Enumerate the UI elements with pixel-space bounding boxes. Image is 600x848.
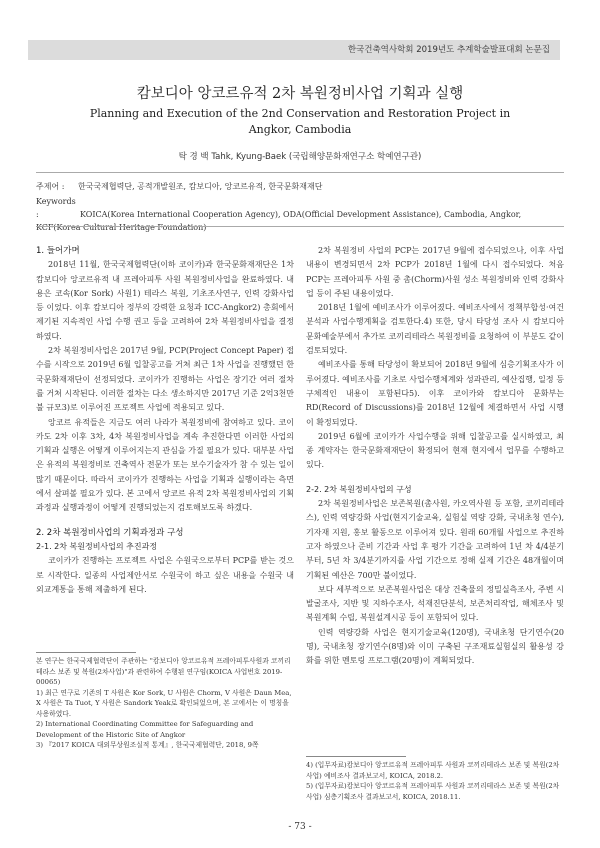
author-line: 탁 경 백 Tahk, Kyung-Baek (국립해양문화재연구소 학예연구관): [178, 152, 422, 162]
footnote: 5) (입무자료)캄보디아 앙코르유적 프레아피투 사원과 코끼리테라스 보존 및 복원(2차 사업) 심층기획조사 결과보고서, KOICA, 2018.11.: [306, 782, 560, 801]
subsection-2-1-heading: 2-1. 2차 복원정비사업의 추진과정: [36, 541, 158, 551]
left-column: [36, 244, 294, 597]
footnote: 본 연구는 한국국제협력단이 주관하는 "캄보디아 앙코르유적 프레아피투사원과 코끼리테라스 보존 및 복원(2차사업)"과 관련하여 수행된 연구임(KOICA 사업번호 2019-00065): [36, 657, 291, 686]
right-footnotes: [306, 760, 564, 802]
left-footnotes: [36, 656, 294, 751]
keywords-bottom-rule: [36, 226, 564, 227]
footnote: 3) 『2017 KOICA 대외무상원조실적 통계』, 한국국제협력단, 2018, 9쪽: [36, 741, 259, 749]
keywords-english-text: KOICA(Korea International Cooperation Agency), ODA(Official Development Assistance), Cambodia, Angkor, KCF(Korea Cultural Heritage Foundation): [36, 210, 522, 232]
paragraph: 2018년 11월, 한국국제협력단(이하 코이카)과 한국문화재재단은 1차 캄보디아 앙코르유적 내 프레아피투 사원 복원정비사업을 완료하였다. 내용은 코속(Kor Sork) 사원1) 테라스 복원, 기초조사연구, 인력 강화사업 등 이었다. 이후 캄보디아 정부의 강력한 요청과 ICC-Angkor2) 총회에서 제기된 지속적인 사업 수행 권고 등을 고려하여 2차 복원정비사업을 결정하였다.: [36, 260, 294, 341]
page-number: - 73 -: [288, 822, 312, 832]
keywords-korean-label: 주제어 :: [36, 182, 65, 191]
keywords-korean-text: 한국국제협력단, 공적개발원조, 캄보디아, 앙코르유적, 한국문화재재단: [78, 182, 323, 191]
paragraph: 코이카가 진행하는 프로젝트 사업은 수원국으로부터 PCP를 받는 것으로 시작한다. 일종의 사업제안서로 수원국이 하고 싶은 내용을 수원국 내 외교계통을 통해 제출하게 된다.: [36, 556, 294, 594]
right-column: [306, 244, 564, 669]
paragraph: 앙코르 유적들은 지금도 여러 나라가 복원정비에 참여하고 있다. 코이카도 2차 이후 3차, 4차 복원정비사업을 계속 추진한다면 이러한 사업의 기획과 실행은 어떻게 이루어지는지 관심을 가질 필요가 있다. 대부분 사업은 유적의 복원정비로 건축역사 전문가 또는 보수기술자가 참 수 있는 일이 많기 때문이다. 따라서 코이카가 진행하는 사업을 기획과 실행이라는 측면에서 살펴볼 필요가 있다. 본 고에서 앙코르 유적 2차 복원정비사업의 기획과정과 실행과정이 어떻게 진행되었는지 검토해보도록 하겠다.: [36, 417, 294, 513]
subsection-2-2-heading: 2-2. 2차 복원정비사업의 구성: [306, 484, 412, 494]
footnote: 4) (입무자료)캄보디아 앙코르유적 프레아피투 사원과 코끼리테라스 보존 및 복원(2차 사업) 예비조사 결과보고서, KOICA, 2018.2.: [306, 761, 560, 780]
paragraph: 예비조사를 통해 타당성이 확보되어 2018년 9월에 심층기획조사가 이루어졌다. 예비조사를 기초로 사업수행체계와 성과관리, 예산집행, 일정 등 구체적인 내용이 포함된다5). 이후 코이카와 캄보디아 문화부는 RD(Record of Discussions)를 2018년 12월에 체결하면서 사업 시행이 확정되었다.: [306, 360, 564, 427]
keywords-korean: [36, 180, 560, 193]
paragraph: 2019년 6월에 코이카가 사업수행을 위해 입찰공고를 실시하였고, 최종 계약자는 한국문화재재단이 확정되어 현재 현지에서 업무를 수행하고 있다.: [306, 431, 564, 470]
keywords-english-label: Keywords :: [36, 197, 76, 219]
paragraph: 인력 역량강화 사업은 현지기술교육(120명), 국내초청 단기연수(20명), 국내초청 장기연수(8명)와 이미 구축된 구조재료실험실의 활용성 강화를 위한 멘토링 프로그램(20명)이 계획되었다.: [306, 627, 564, 666]
paper-title-english: Planning and Execution of the 2nd Conservation and Restoration Project in Angkor, Cambodia: [89, 107, 511, 136]
footnote: 2) International Coordinating Committee for Safeguarding and Development of the Historic Site of Angkor: [36, 720, 254, 739]
paragraph: 2차 복원정비 사업의 PCP는 2017년 9월에 접수되었으나, 이후 사업내용이 변경되면서 2차 PCP가 2018년 1월에 다시 접수되었다. 처음 PCP는 프레아피투 사원 중 촘(Chorm)사원 성소 복원정비와 인력 강화사업 등이 주된 내용이었다.: [306, 246, 564, 298]
paragraph: 2차 복원정비사업은 보존복원(촘사원, 카오역사원 등 포함, 코끼리테라스), 인력 역량강화 사업(현지기술교육, 실험실 역량 강화, 국내초청 연수), 기자재 지원, 홍보 활동으로 이루어져 있다. 원래 60개월 사업으로 추진하고자 하였으나 준비 기간과 사업 후 평가 기간을 고려하여 1년 차 4/4분기부터, 5년 차 3/4분기까지를 사업 기간으로 정해 실제 기간은 48개월이며 기획된 예산은 700만 불이었다.: [306, 499, 564, 580]
section-2-heading: 2. 2차 복원정비사업의 기획과정과 구성: [36, 527, 184, 538]
paragraph: 보다 세부적으로 보존복원사업은 대상 건축물의 정밀실측조사, 주변 시발굴조사, 지반 및 지하수조사, 석재진단분석, 보존처리작업, 해체조사 및 복원계획 수립, 복원설계시공 등이 포함되어 있다.: [306, 584, 564, 623]
keywords-english: [36, 195, 560, 234]
footnote-rule-left: [36, 652, 136, 653]
running-header: 한국건축역사학회 2019년도 추계학술발표대회 논문집: [28, 40, 560, 60]
paragraph: 2018년 1월에 예비조사가 이루어졌다. 예비조사에서 정책부합성·여건분석과 사업수행계획을 검토한다.4) 또한, 당시 타당성 조사 시 캄보디아 문화예술부에서 추가로 코끼리테라스 복원정비를 요청하여 이 부분도 같이 검토되었다.: [306, 303, 564, 356]
section-1-heading: 1. 들어가며: [36, 246, 80, 256]
keywords-top-rule: [36, 172, 564, 173]
paper-title-korean: 캄보디아 앙코르유적 2차 복원정비사업 기획과 실행: [136, 86, 464, 102]
footnote-rule-right: [306, 756, 406, 757]
paragraph: 2차 복원정비사업은 2017년 9월, PCP(Project Concept Paper) 접수를 시작으로 2019년 6월 입찰공고를 거쳐 최근 1차 사업을 진행했던 한국문화재재단이 선정되었다. 코이카가 진행하는 사업은 장기간 여러 절차를 거쳐 시작된다. 이러한 절차는 다소 생소하지만 2017년 기준 2억3천만불 규모3)로 이루어진 프로젝트 사업에 적용되고 있다.: [36, 346, 294, 413]
footnote: 1) 최근 연구로 기존의 T 사원은 Kor Sork, U 사원은 Chorm, V 사원은 Daun Mea, X 사원은 Ta Tuot, Y 사원은 Sandork Yeak로 확인되었으며, 본 고에서는 이 명칭을 사용하였다.: [36, 688, 292, 718]
